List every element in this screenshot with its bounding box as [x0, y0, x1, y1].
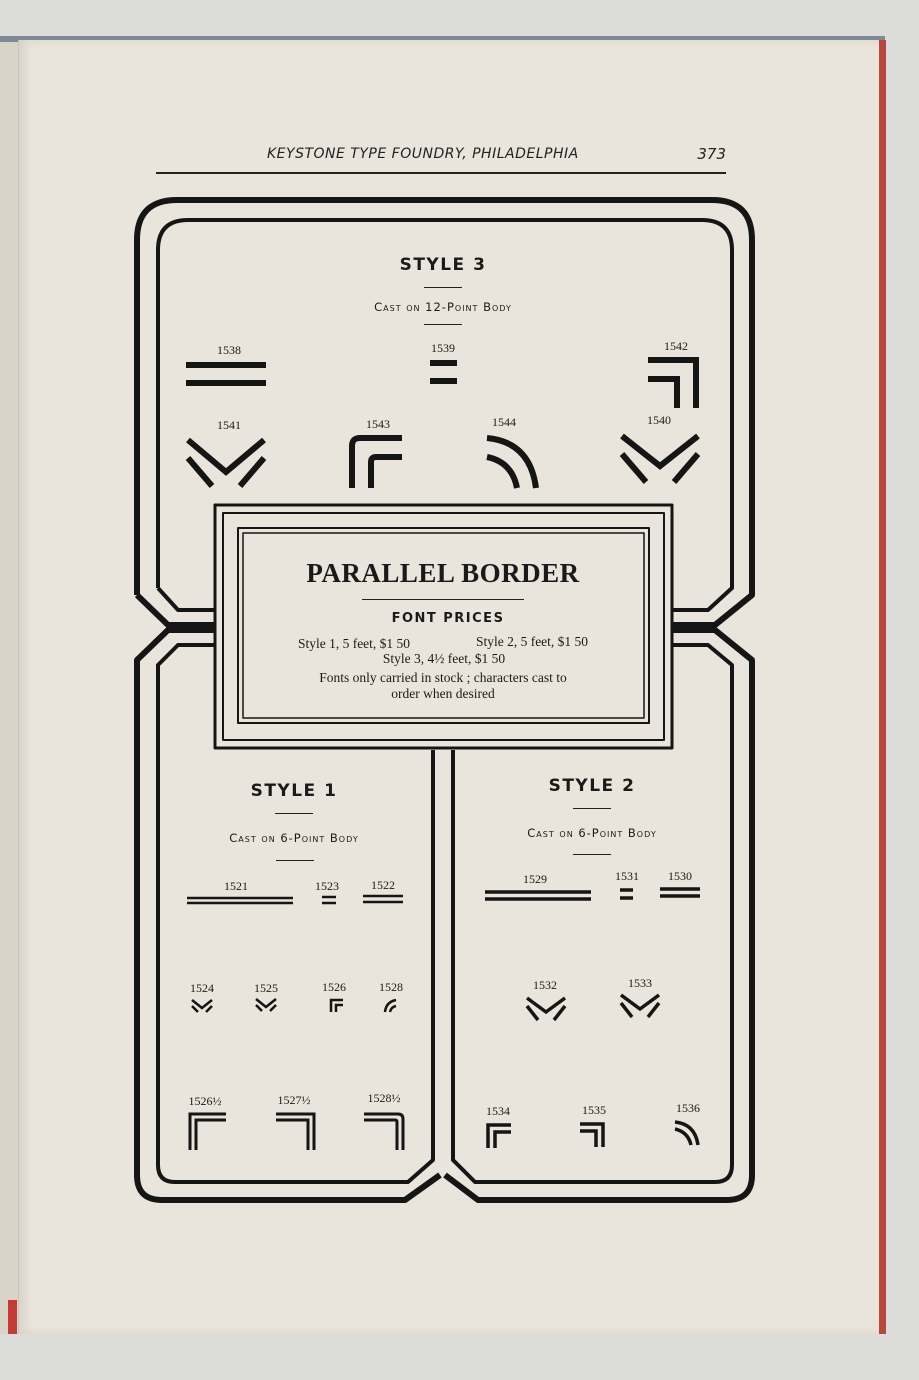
char-1532-icon — [527, 998, 565, 1020]
box-title-rule — [362, 599, 524, 600]
box-subtitle: FONT PRICES — [391, 611, 505, 626]
char-1528-half-icon — [364, 1114, 403, 1150]
char-1526-half-icon — [190, 1114, 226, 1150]
page-number: 373 — [697, 145, 726, 163]
label-1521: 1521 — [224, 879, 248, 893]
style1-title: STYLE 1 — [250, 781, 338, 801]
label-1528: 1528 — [379, 980, 403, 994]
label-1535: 1535 — [582, 1103, 606, 1117]
char-1527-half-icon — [276, 1114, 314, 1150]
char-1533-icon — [621, 995, 659, 1017]
char-1530-icon — [660, 889, 700, 896]
label-1524: 1524 — [190, 981, 214, 995]
label-1527-half: 1527½ — [277, 1093, 311, 1107]
label-1542: 1542 — [664, 339, 688, 353]
border-characters — [186, 360, 700, 1150]
char-1534-icon — [488, 1125, 511, 1148]
char-1523-icon — [322, 897, 336, 903]
label-1540: 1540 — [647, 413, 671, 427]
box-note-line2: order when desired — [391, 686, 495, 701]
label-1530: 1530 — [668, 869, 692, 883]
label-1544: 1544 — [492, 415, 516, 429]
char-1525-icon — [256, 999, 276, 1011]
char-1540-icon — [622, 436, 698, 482]
price-box-outer — [215, 505, 672, 748]
style3-cast-label: Cast on 12-Point Body — [374, 300, 512, 314]
box-title: PARALLEL BORDER — [306, 558, 580, 588]
label-1528-half: 1528½ — [367, 1091, 401, 1105]
char-1542-icon — [648, 360, 696, 408]
price-style1: Style 1, 5 feet, $1 50 — [297, 636, 411, 651]
label-1541: 1541 — [217, 418, 241, 432]
running-head: KEYSTONE TYPE FOUNDRY, PHILADELPHIA — [267, 146, 579, 162]
style3-panel-inner — [158, 220, 732, 610]
style1-rule-bottom — [276, 860, 314, 861]
style2-rule-top — [573, 808, 611, 809]
style2-rule-bottom — [573, 854, 611, 855]
char-1528-icon — [385, 1000, 396, 1012]
label-1531: 1531 — [615, 869, 639, 883]
char-1529-icon — [485, 892, 591, 899]
label-1534: 1534 — [486, 1104, 510, 1118]
price-box-middle — [223, 513, 664, 740]
label-1533: 1533 — [628, 976, 652, 990]
label-1529: 1529 — [523, 872, 547, 886]
char-1539-icon — [430, 363, 457, 381]
char-1522-icon — [363, 896, 403, 902]
char-1544-icon — [487, 438, 536, 488]
label-1523: 1523 — [315, 879, 339, 893]
label-1536: 1536 — [676, 1101, 700, 1115]
label-1525: 1525 — [254, 981, 278, 995]
style3-rule-bottom — [424, 324, 462, 325]
label-1526-half: 1526½ — [188, 1094, 222, 1108]
label-1526: 1526 — [322, 980, 346, 994]
label-1538: 1538 — [217, 343, 241, 357]
style2-cast-label: Cast on 6-Point Body — [527, 826, 657, 840]
label-1539: 1539 — [431, 341, 455, 355]
char-1524-icon — [192, 1000, 212, 1012]
char-1526-icon — [331, 1000, 343, 1012]
style3-title: STYLE 3 — [399, 255, 487, 275]
price-style3: Style 3, 4½ feet, $1 50 — [382, 651, 506, 666]
style1-rule-top — [275, 813, 313, 814]
label-1522: 1522 — [371, 878, 395, 892]
style2-title: STYLE 2 — [548, 776, 636, 796]
label-1543: 1543 — [366, 417, 390, 431]
box-note-line1: Fonts only carried in stock ; characters cast to — [319, 670, 567, 685]
label-1532: 1532 — [533, 978, 557, 992]
char-1531-icon — [620, 890, 633, 898]
char-1543-icon — [352, 438, 402, 488]
price-style2: Style 2, 5 feet, $1 50 — [475, 634, 589, 649]
char-1521-icon — [187, 898, 293, 903]
style1-cast-label: Cast on 6-Point Body — [229, 831, 359, 845]
char-1536-icon — [675, 1122, 698, 1145]
char-1538-icon — [186, 365, 266, 383]
style3-rule-top — [424, 287, 462, 288]
char-1535-icon — [580, 1124, 603, 1147]
char-1541-icon — [188, 440, 264, 486]
